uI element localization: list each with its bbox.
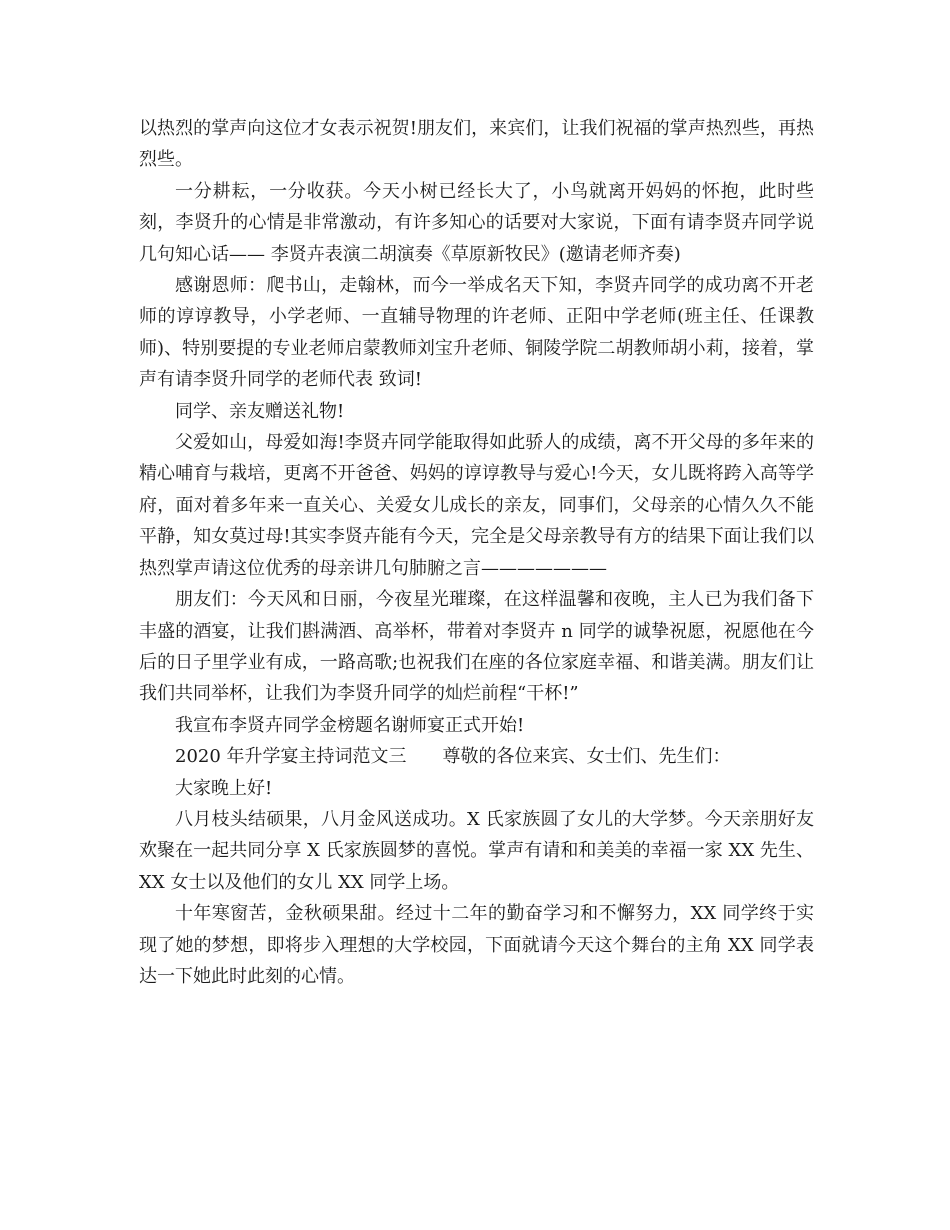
paragraph: 十年寒窗苦，金秋硕果甜。经过十二年的勤奋学习和不懈努力，XX 同学终于实现了她的梦想，即将步入理想的大学校园，下面就请今天这个舞台的主角 XX 同学表达一下她此时此刻的心情。 (139, 903, 814, 987)
document-body (139, 113, 814, 992)
section-heading-line (139, 741, 814, 772)
section-heading: 2020 年升学宴主持词范文三 (175, 746, 407, 768)
paragraph: 感谢恩师：爬书山，走翰林，而今一举成名天下知，李贤卉同学的成功离不开老师的谆谆教导，小学老师、一直辅导物理的许老师、正阳中学老师(班主任、任课教师)、特别要提的专业老师启蒙教师刘宝升老师、铜陵学院二胡教师胡小莉，接着，掌声有请李贤升同学的老师代表 致词! (139, 275, 814, 391)
paragraph: 朋友们：今天风和日丽，今夜星光璀璨，在这样温馨和夜晚，主人已为我们备下丰盛的酒宴，让我们斟满酒、高举杯，带着对李贤卉 n 同学的诚挚祝愿，祝愿他在今后的日子里学业有成，一路高歌;也祝我们在座的各位家庭幸福、和谐美满。朋友们让我们共同举杯，让我们为李贤升同学的灿烂前程“干杯!” (139, 589, 814, 705)
paragraph: 父爱如山，母爱如海!李贤卉同学能取得如此骄人的成绩，离不开父母的多年来的精心哺育与栽培，更离不开爸爸、妈妈的谆谆教导与爱心!今天，女儿既将跨入高等学府，面对着多年来一直关心、关爱女儿成长的亲友，同事们，父母亲的心情久久不能平静，知女莫过母!其实李贤卉能有今天，完全是父母亲教导有方的结果下面让我们以热烈掌声请这位优秀的母亲讲几句肺腑之言——————— (139, 432, 814, 579)
paragraph: 大家晚上好! (175, 777, 273, 799)
paragraph: 同学、亲友赠送礼物! (175, 400, 345, 422)
paragraph: 以热烈的掌声向这位才女表示祝贺!朋友们，来宾们，让我们祝福的掌声热烈些，再热烈些。 (139, 118, 814, 171)
paragraph: 我宣布李贤卉同学金榜题名谢师宴正式开始! (175, 714, 525, 736)
paragraph: 一分耕耘，一分收获。今天小树已经长大了，小鸟就离开妈妈的怀抱，此时些刻，李贤升的心情是非常激动，有许多知心的话要对大家说，下面有请李贤卉同学说几句知心话—— 李贤卉表演二胡演奏《草原新牧民》(邀请老师齐奏) (139, 180, 814, 265)
salutation: 尊敬的各位来宾、女士们、先生们： (442, 746, 731, 768)
paragraph: 八月枝头结硕果，八月金风送成功。X 氏家族圆了女儿的大学梦。今天亲朋好友欢聚在一起共同分享 X 氏家族圆梦的喜悦。掌声有请和和美美的幸福一家 XX 先生、XX 女士以及他们的女儿 XX 同学上场。 (139, 808, 814, 893)
